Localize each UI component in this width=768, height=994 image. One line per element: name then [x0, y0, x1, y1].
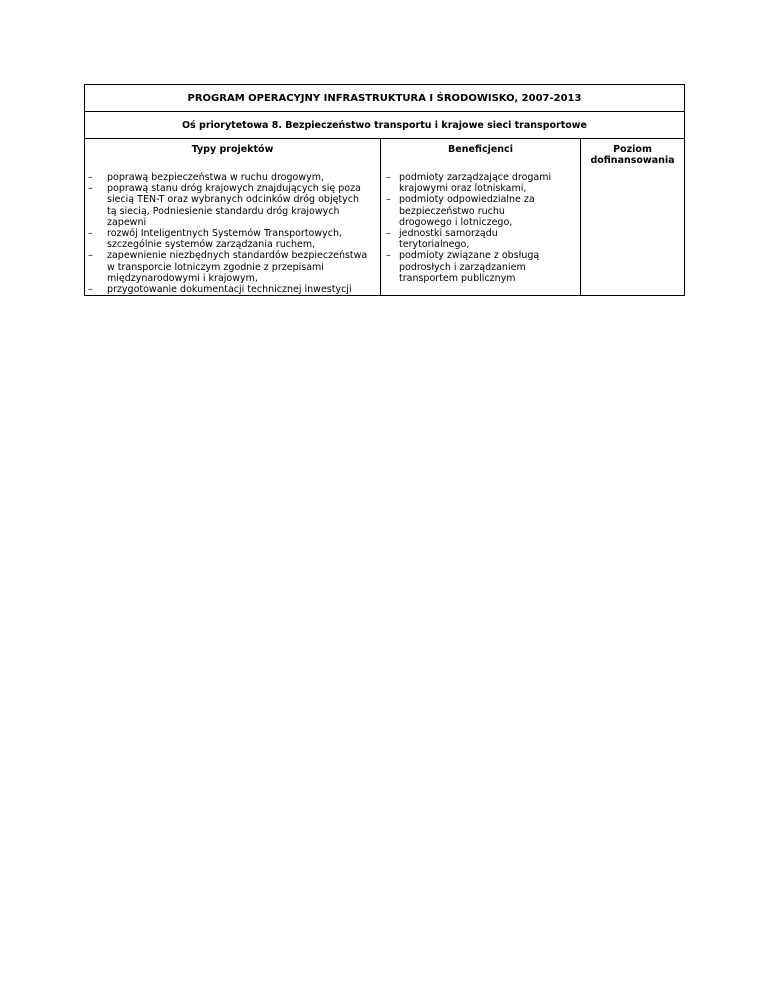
- list-item: [85, 250, 376, 284]
- beneficiaries-list: [381, 172, 580, 284]
- dash-bullet: –: [88, 183, 93, 195]
- funding-level-cell: [581, 172, 685, 296]
- list-line: w transporcie lotniczym zgodnie z przepisami: [107, 261, 324, 273]
- list-line: zapewni: [107, 216, 147, 228]
- list-line: krajowymi oraz lotniskami,: [399, 183, 527, 195]
- dash-bullet: –: [386, 172, 391, 183]
- priority-axis-title: Oś priorytetowa 8. Bezpieczeństwo transportu i krajowe sieci transportowe: [85, 112, 685, 139]
- dash-bullet: –: [88, 250, 93, 262]
- list-item: [381, 228, 580, 250]
- list-item: [85, 183, 376, 228]
- dash-bullet: –: [386, 250, 391, 262]
- program-table: [84, 84, 685, 296]
- list-line: podmioty związane z obsługą: [399, 250, 540, 262]
- list-line: podmioty odpowiedzialne za: [399, 194, 535, 206]
- program-title: PROGRAM OPERACYJNY INFRASTRUKTURA I ŚRODOWISKO, 2007-2013: [85, 85, 685, 112]
- list-item: [85, 228, 376, 250]
- list-line: zapewnienie niezbędnych standardów bezpieczeństwa: [107, 250, 368, 262]
- dash-bullet: –: [88, 172, 93, 183]
- list-line: podrosłych i zarządzaniem: [399, 261, 526, 273]
- funding-header-line-2: dofinansowania: [590, 155, 675, 166]
- list-line: drogowego i lotniczego,: [399, 216, 513, 228]
- list-item: [381, 250, 580, 284]
- list-line: bezpieczeństwo ruchu: [399, 205, 505, 217]
- column-header-funding-level: [581, 139, 685, 173]
- list-line: poprawą bezpieczeństwa w ruchu drogowym,: [107, 172, 324, 183]
- list-line: przygotowanie dokumentacji technicznej inwestycji: [107, 284, 352, 296]
- list-item: [85, 284, 376, 295]
- beneficiaries-cell: [381, 172, 581, 296]
- dash-bullet: –: [88, 228, 93, 240]
- list-line: tą siecią, Podniesienie standardu dróg krajowych: [107, 205, 340, 217]
- list-line: podmioty zarządzające drogami: [399, 172, 552, 183]
- column-header-beneficiaries: Beneficjenci: [381, 139, 581, 173]
- list-item: [85, 172, 376, 183]
- list-line: szczególnie systemów zarządzania ruchem,: [107, 239, 316, 251]
- list-line: transportem publicznym: [399, 272, 516, 284]
- funding-header-line-1: Poziom: [613, 144, 652, 155]
- dash-bullet: –: [386, 194, 391, 206]
- list-line: poprawą stanu dróg krajowych znajdujących się poza: [107, 183, 361, 195]
- list-line: rozwój Inteligentnych Systemów Transportowych,: [107, 228, 343, 240]
- column-header-project-types: Typy projektów: [85, 139, 381, 173]
- list-item: [381, 194, 580, 228]
- list-line: jednostki samorządu: [399, 228, 498, 240]
- list-line: terytorialnego,: [399, 239, 470, 251]
- list-line: siecią TEN-T oraz wybranych odcinków dróg objętych: [107, 194, 360, 206]
- list-line: międzynarodowymi i krajowym,: [107, 272, 258, 284]
- dash-bullet: –: [386, 228, 391, 240]
- project-types-cell: [85, 172, 381, 296]
- project-types-list: [85, 172, 380, 295]
- dash-bullet: –: [88, 284, 93, 296]
- list-item: [381, 172, 580, 194]
